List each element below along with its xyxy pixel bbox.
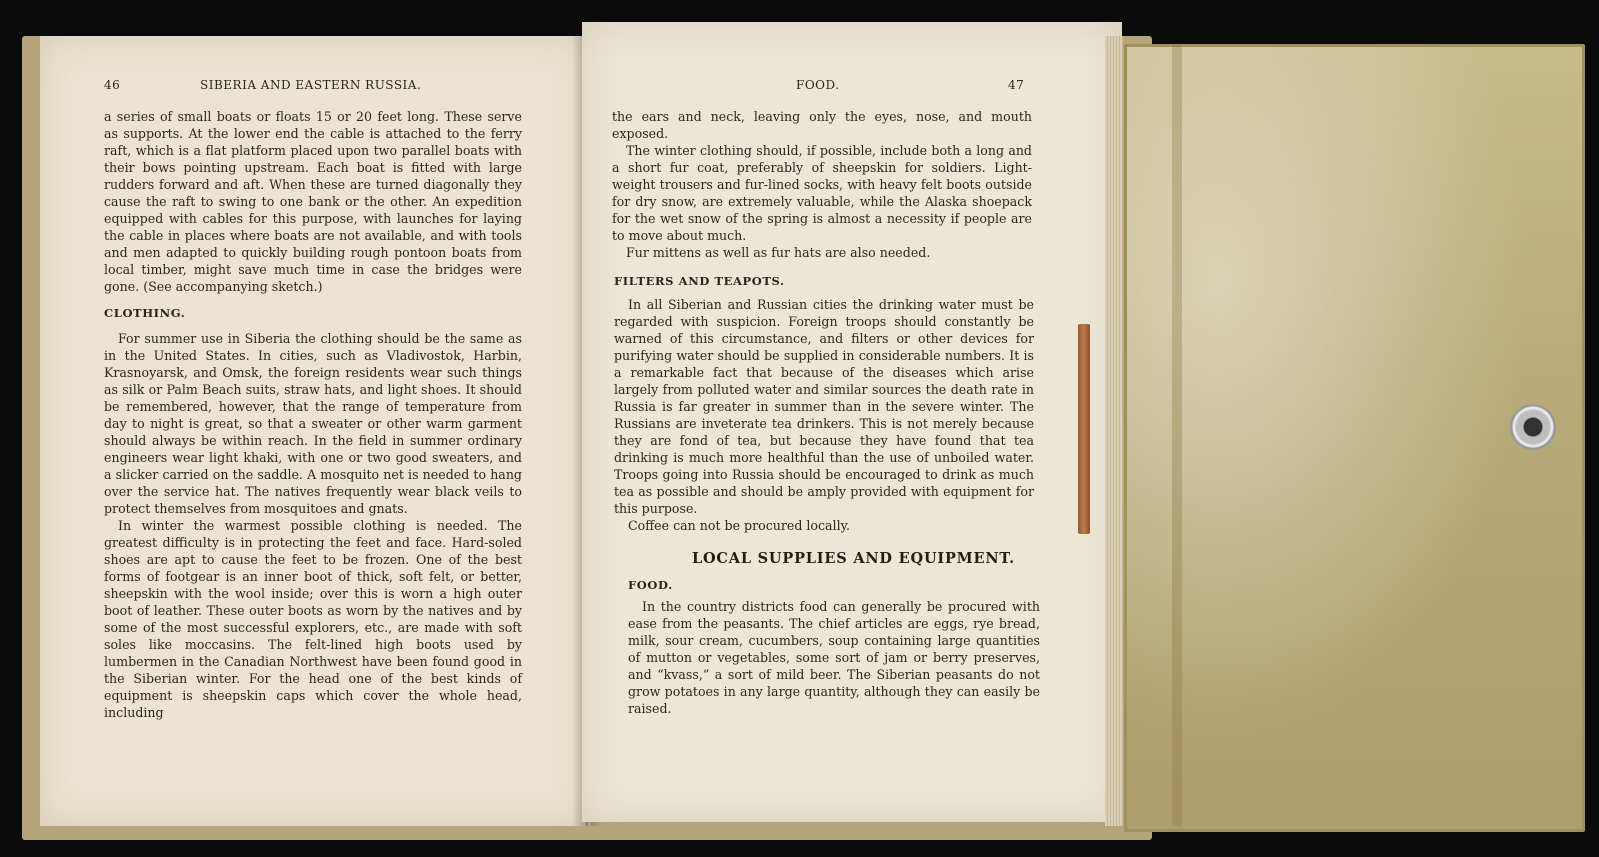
right-paragraph-food: In the country districts food can generally be procured with ease from the peasants. The chief articles are eggs, rye bread, milk, sour cream, cucumbers, soup containing large quantities of mutton or vegetables, some sort of jam or berry preserves, and “kvass,” a sort of mild beer. The Siberian peasants do not grow potatoes in any large quantity, although they can easily be raised. (628, 599, 1040, 716)
left-page-number: 46 (104, 78, 121, 92)
left-text-block-2 (104, 330, 522, 721)
right-page (582, 22, 1122, 822)
heading-clothing: CLOTHING. (104, 306, 186, 320)
right-text-block-2 (614, 296, 1034, 534)
heading-food: FOOD. (628, 578, 673, 592)
leather-tab (1078, 324, 1090, 534)
left-text-block-1 (104, 108, 522, 295)
right-paragraph-winter-clothing: The winter clothing should, if possible, include both a long and a short fur coat, preferably of sheepskin for soldiers. Light-weight trousers and fur-lined socks, with heavy felt boots outside for dry snow, are extremely valuable, while the Alaska shoepack for the wet snow of the spring is almost a necessity if people are to move about much. (612, 143, 1032, 243)
heading-local-supplies: LOCAL SUPPLIES AND EQUIPMENT. (692, 550, 1015, 567)
right-paragraph-water: In all Siberian and Russian cities the drinking water must be regarded with suspicion. Foreign troops should constantly be warned of this circumstance, and filters or other devices for purifying water should be supplied in considerable numbers. It is a remarkable fact that because of the diseases which arise largely from polluted water and similar sources the death rate in Russia is far greater in summer than in the severe winter. The Russians are inveterate tea drinkers. This is not merely because they are fond of tea, but because they have found that tea drinking is much more healthful than the use of unboiled water. Troops going into Russia should be encouraged to drink as much tea as possible and should be amply provided with equipment for this purpose. (614, 297, 1034, 516)
left-paragraph-ferry: a series of small boats or floats 15 or 20 feet long. These serve as supports. At the lower end the cable is attached to the ferry raft, which is a flat platform placed upon two parallel boats with their bows pointing upstream. Each boat is fitted with large rudders forward and aft. When these are turned diagonally they cause the raft to swing to one bank or the other. An expedition equipped with cables for this purpose, with launches for laying the cable in places where boats are not available, and with tools and men adapted to quickly building rough pontoon boats from local timber, might save much time in case the bridges were gone. (See accompanying sketch.) (104, 109, 522, 294)
left-running-title: SIBERIA AND EASTERN RUSSIA. (200, 78, 422, 92)
left-page (40, 36, 590, 826)
page-edges (1105, 36, 1123, 826)
metal-grommet-icon (1510, 404, 1556, 450)
right-paragraph-mittens: Fur mittens as well as fur hats are also needed. (626, 245, 931, 260)
left-paragraph-winter: In winter the warmest possible clothing is needed. The greatest difficulty is in protecting the feet and face. Hard-soled shoes are apt to cause the feet to be frozen. One of the best forms of footgear is an inner boot of thick, soft felt, or better, sheepskin with the wool inside; over this is worn a high outer boot of leather. These outer boots as worn by the natives and by some of the most successful explorers, etc., are made with soft soles like moccasins. The felt-lined high boots used by lumbermen in the Canadian Northwest have been found good in the Siberian winter. For the head one of the best kinds of equipment is sheepskin caps which cover the whole head, including (104, 518, 522, 720)
flap-fold (1172, 44, 1182, 826)
right-text-block-3 (628, 598, 1040, 717)
right-running-title: FOOD. (796, 78, 840, 92)
left-paragraph-summer: For summer use in Siberia the clothing should be the same as in the United States. In cities, such as Vladivostok, Harbin, Krasnoyarsk, and Omsk, the foreign residents wear such things as silk or Palm Beach suits, straw hats, and light shoes. It should be remembered, however, that the range of temperature from day to night is great, so that a sweater or other warm garment should always be within reach. In the field in summer ordinary engineers wear light khaki, with one or two good sweaters, and a slicker carried on the saddle. A mosquito net is needed to hang over the service hat. The natives frequently wear black veils to protect themselves from mosquitoes and gnats. (104, 331, 522, 516)
right-paragraph-ears: the ears and neck, leaving only the eyes, nose, and mouth exposed. (612, 109, 1032, 141)
heading-filters: FILTERS AND TEAPOTS. (614, 274, 785, 288)
right-page-number: 47 (1008, 78, 1025, 92)
right-paragraph-coffee: Coffee can not be procured locally. (628, 518, 851, 533)
open-book (22, 36, 1572, 840)
right-text-block-1 (612, 108, 1032, 261)
